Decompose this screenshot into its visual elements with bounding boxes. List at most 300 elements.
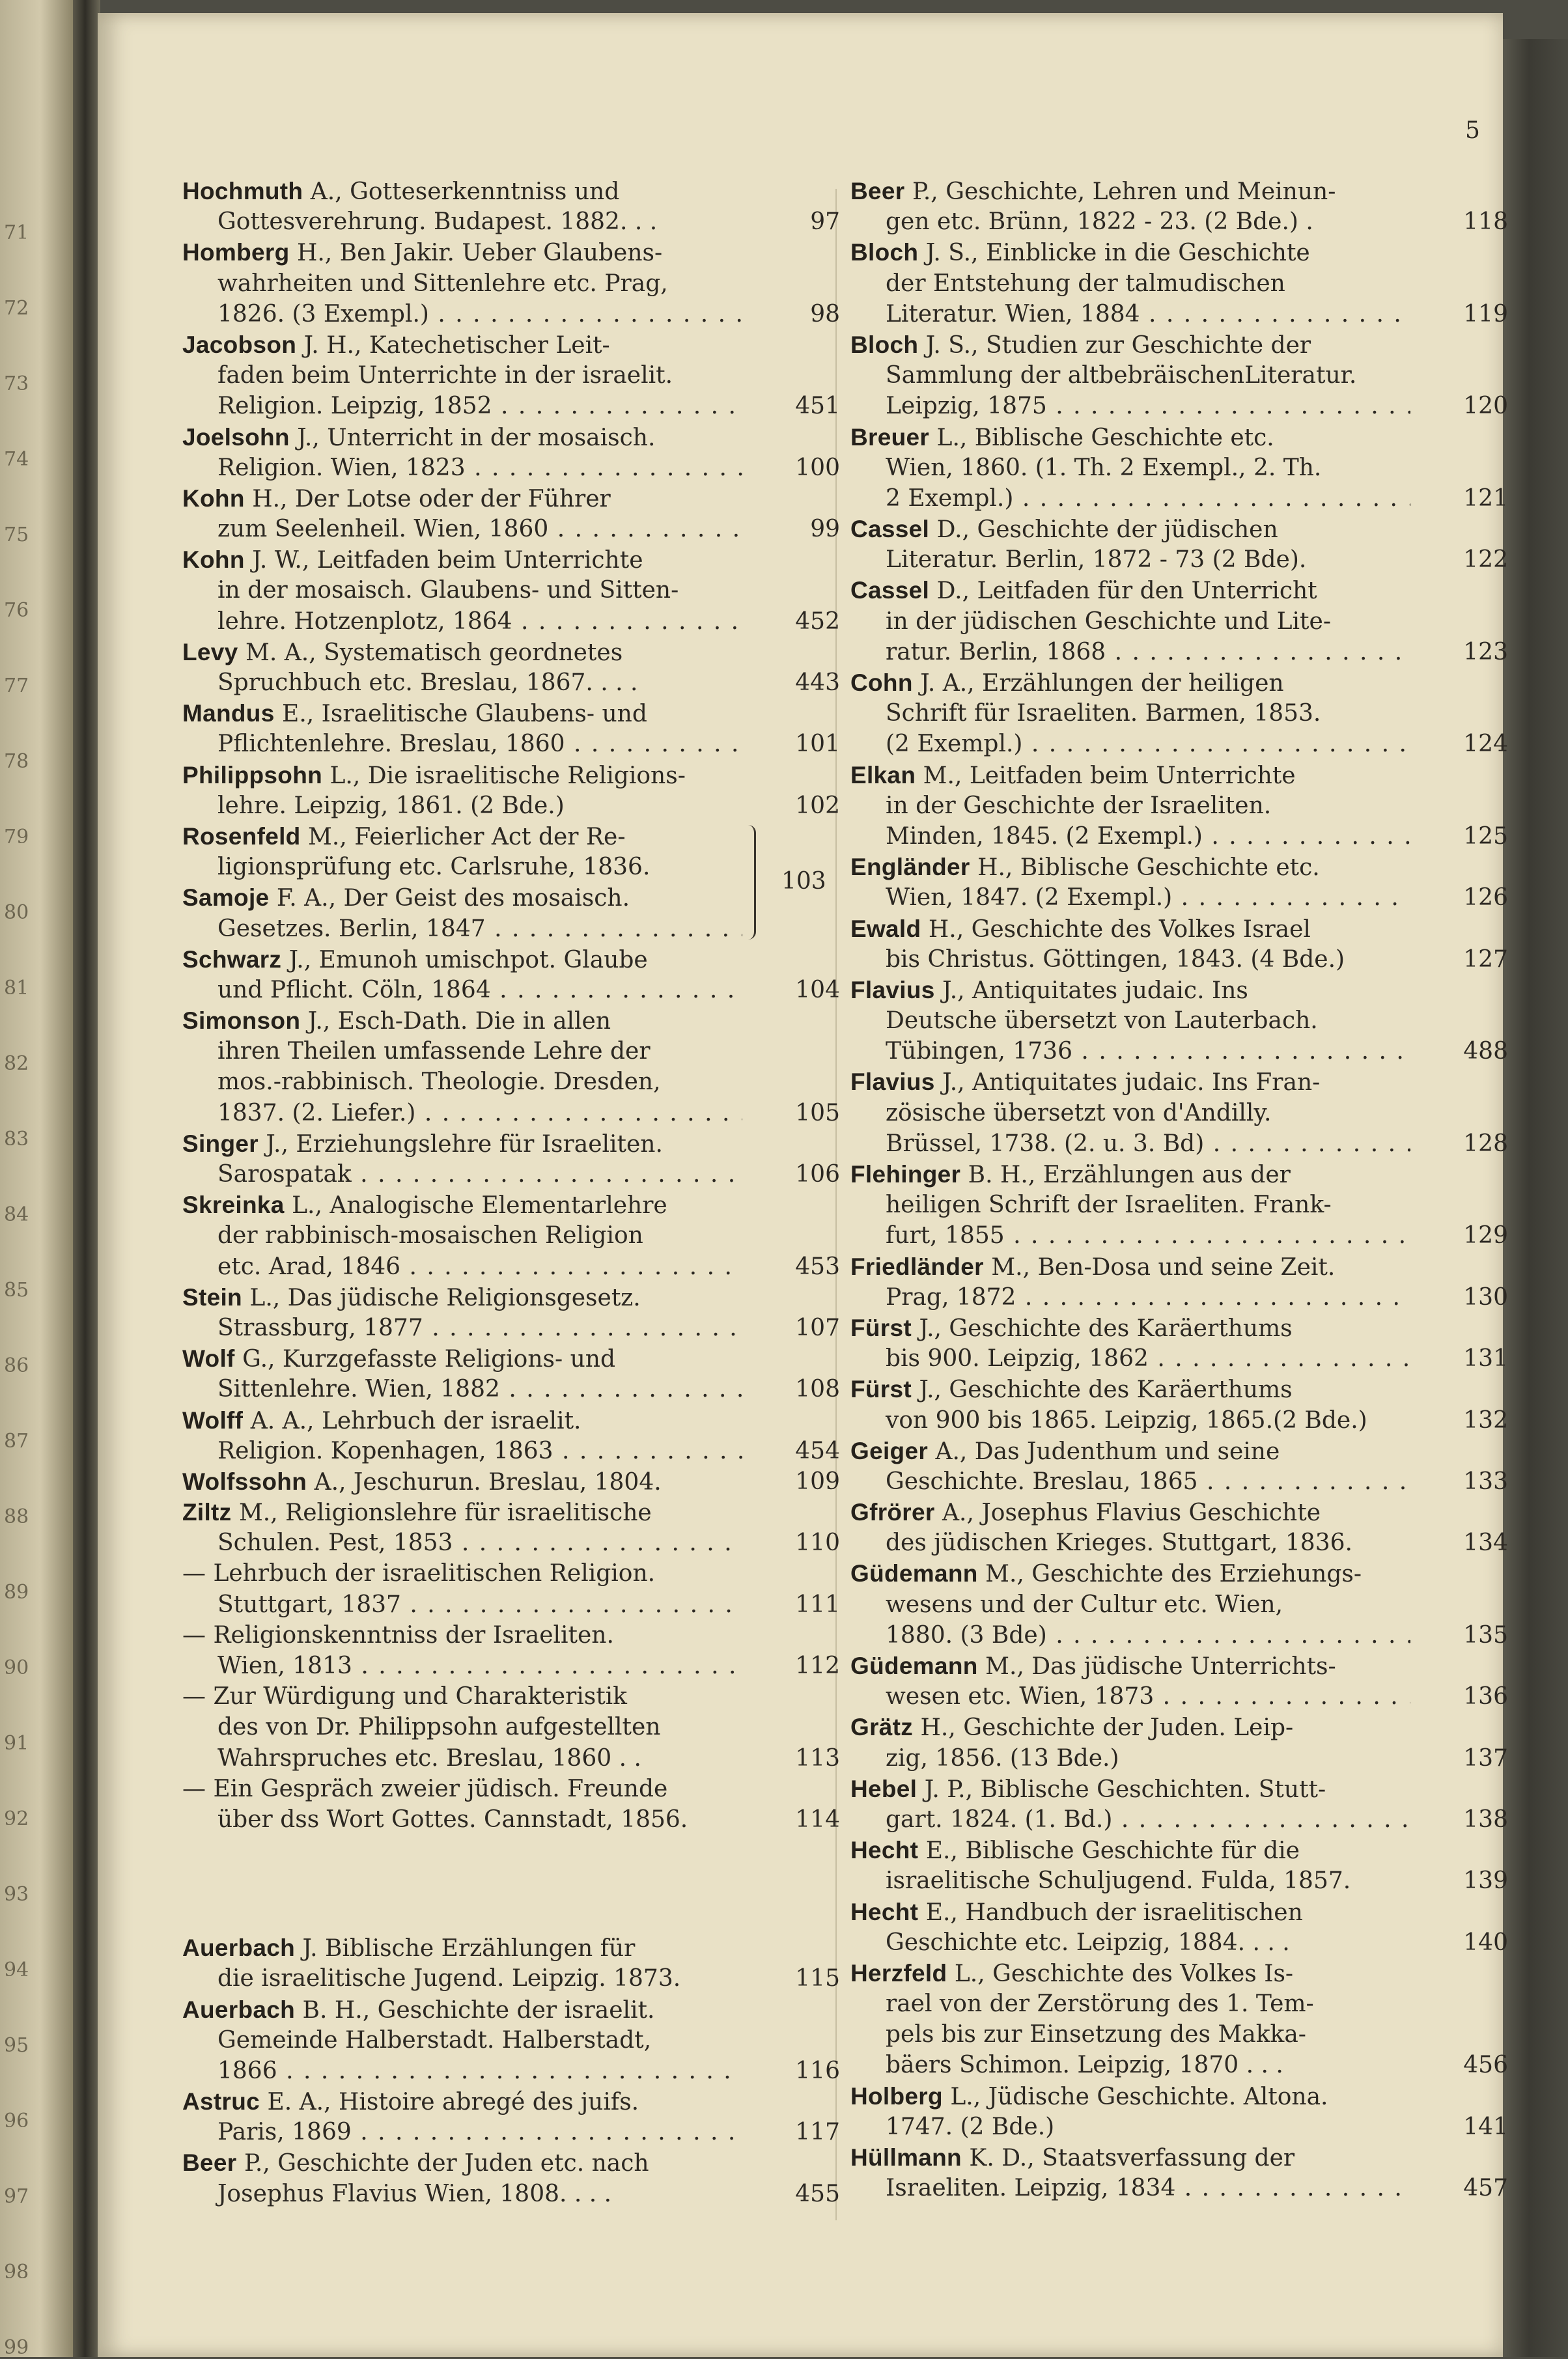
bibliography-entry — [850, 1897, 1508, 1958]
entry-line — [182, 1681, 755, 1712]
entry-line-text: J., Geschichte des Karäerthums — [919, 1315, 1293, 1342]
entry-line-text: wahrheiten und Sittenlehre etc. Prag, — [217, 270, 668, 297]
entry-line-text: Wien, 1847. (2 Exempl.) — [886, 884, 1173, 912]
entry-line-text: D., Leitfaden für den Unterricht — [936, 578, 1317, 605]
entry-line-text: A. A., Lehrbuch der israelit. — [250, 1407, 581, 1434]
entry-line — [182, 1067, 755, 1097]
bibliography-entry — [850, 1067, 1508, 1159]
author-name: Hochmuth — [182, 178, 303, 204]
entry-text — [182, 514, 742, 544]
entry-line — [182, 2086, 755, 2117]
entry-line — [182, 852, 755, 882]
entry-text — [850, 1865, 1410, 1896]
entry-line — [182, 1436, 840, 1466]
entry-line-text: Josephus Flavius Wien, 1808. . . . — [217, 2180, 612, 2207]
entry-line-text: M., Das jüdische Unterrichts- — [985, 1653, 1336, 1680]
section-gap — [182, 1835, 755, 1933]
entry-line — [850, 667, 1423, 698]
entry-line — [850, 544, 1508, 575]
author-name: Stein — [182, 1283, 242, 1311]
column-divider — [835, 189, 837, 2220]
bibliography-entry — [182, 882, 755, 943]
entry-text — [850, 2112, 1410, 2142]
entry-line — [850, 1958, 1423, 1989]
entry-text — [850, 1067, 1410, 1098]
entry-line-text: wesens und der Cultur etc. Wien, — [886, 1591, 1283, 1618]
entry-line-text: Religion. Kopenhagen, 1863 — [217, 1437, 553, 1464]
entry-line — [850, 1681, 1508, 1712]
entry-text — [182, 2117, 742, 2147]
catalog-number: 108 — [795, 1376, 840, 1403]
entry-line — [850, 299, 1508, 329]
entry-line — [182, 882, 755, 913]
catalog-number: 129 — [1463, 1222, 1508, 1249]
entry-text — [850, 1774, 1410, 1805]
entry-line-text: J., Erziehungslehre für Israeliten. — [266, 1130, 663, 1158]
bibliography-entry — [850, 975, 1508, 1067]
entry-line-text: Spruchbuch etc. Breslau, 1867. . . . — [217, 669, 638, 696]
author-name: Flavius — [850, 976, 935, 1003]
author-name: Elkan — [850, 761, 916, 789]
entry-text — [850, 237, 1410, 268]
bibliography-entry — [850, 1497, 1508, 1558]
entry-line — [182, 422, 755, 453]
entry-line-text: H., Der Lotse oder der Führer — [252, 485, 611, 512]
left-page-number: 87 — [4, 1430, 29, 1453]
entry-line — [850, 760, 1423, 790]
entry-line-text: H., Biblische Geschichte etc. — [977, 854, 1320, 882]
left-page-number: 92 — [4, 1808, 29, 1830]
entry-line — [850, 1528, 1508, 1558]
bibliography-entry — [850, 1835, 1508, 1896]
left-page-number: 84 — [4, 1203, 29, 1226]
catalog-number: 99 — [810, 516, 840, 543]
author-name: Gfrörer — [850, 1499, 935, 1526]
entry-text — [850, 1128, 1410, 1159]
entry-line-text: bis 900. Leipzig, 1862 — [886, 1345, 1149, 1373]
entry-line-text: A., Das Judenthum und seine — [935, 1438, 1280, 1465]
entry-line — [850, 1436, 1423, 1466]
entry-text — [182, 1313, 742, 1343]
entry-text — [182, 1681, 742, 1712]
entry-line-text: Leipzig, 1875 — [886, 393, 1047, 420]
entry-text — [182, 1036, 742, 1067]
entry-line-text: in der jüdischen Geschichte und Lite- — [886, 607, 1331, 635]
entry-line-text: L., Die israelitische Religions- — [329, 762, 686, 789]
author-name: Mandus — [182, 700, 275, 727]
entry-line — [850, 1251, 1423, 1282]
left-page-number: 94 — [4, 1959, 29, 1981]
entry-text — [182, 575, 742, 606]
bibliography-entry — [850, 1651, 1508, 1712]
entry-line-text: 1880. (3 Bde) — [886, 1621, 1047, 1649]
bibliography-entry — [850, 1558, 1508, 1651]
author-name: Cassel — [850, 516, 930, 543]
entry-line — [850, 1804, 1508, 1835]
entry-line-text: M., Geschichte des Erziehungs- — [985, 1561, 1362, 1588]
entry-line — [182, 1313, 840, 1343]
entry-text — [182, 914, 742, 944]
catalog-number: 112 — [795, 1653, 840, 1679]
entry-line — [850, 944, 1508, 975]
entry-line — [850, 1282, 1508, 1313]
catalog-number: 117 — [795, 2119, 840, 2146]
entry-text — [182, 1994, 742, 2026]
entry-line — [850, 1620, 1508, 1651]
left-page-number: 93 — [4, 1883, 29, 1906]
entry-text — [182, 2179, 742, 2209]
entry-text — [850, 1681, 1410, 1712]
entry-line-text: J., Antiquitates judaic. Ins Fran- — [942, 1069, 1321, 1096]
author-name: Samoje — [182, 884, 270, 912]
entry-text — [850, 1190, 1410, 1220]
catalog-number: 121 — [1463, 484, 1508, 512]
entry-line-text: 1747. (2 Bde.) — [886, 2113, 1055, 2140]
entry-line — [850, 637, 1508, 667]
entry-text — [850, 206, 1410, 237]
entry-line — [182, 1159, 840, 1190]
catalog-number: 119 — [1463, 300, 1508, 328]
entry-text — [182, 329, 742, 361]
entry-line-text: B. H., Geschichte der israelit. — [302, 1996, 655, 2024]
author-name: Kohn — [182, 484, 245, 512]
entry-line — [850, 1774, 1423, 1804]
entry-text — [182, 1128, 742, 1160]
catalog-number: 443 — [795, 669, 840, 696]
bibliography-entry — [850, 1712, 1508, 1773]
author-name: Homberg — [182, 239, 290, 266]
entry-text — [850, 606, 1410, 637]
bibliography-entry — [182, 329, 840, 422]
entry-line-text: M., Ben-Dosa und seine Zeit. — [991, 1253, 1336, 1281]
entry-line — [182, 1005, 755, 1036]
entry-line — [182, 1620, 755, 1651]
brace-number: 103 — [781, 868, 826, 895]
entry-line-text: 2 Exempl.) — [886, 484, 1014, 512]
catalog-number: 133 — [1463, 1468, 1508, 1495]
entry-line — [182, 1994, 755, 2025]
entry-text — [850, 1036, 1410, 1067]
entry-line-text: etc. Arad, 1846 — [217, 1253, 401, 1280]
entry-line — [850, 1497, 1423, 1528]
entry-text — [850, 698, 1410, 729]
bibliography-entry — [182, 1774, 840, 1835]
entry-text — [182, 2056, 742, 2086]
entry-text — [850, 514, 1410, 545]
entry-text — [182, 2086, 742, 2117]
entry-text — [850, 1282, 1410, 1313]
entry-text — [850, 1835, 1410, 1866]
entry-line-text: Minden, 1845. (2 Exempl.) — [886, 822, 1203, 850]
entry-text — [182, 852, 742, 882]
entry-text — [182, 237, 742, 268]
entry-line-text: M., Leitfaden beim Unterrichte — [923, 762, 1296, 789]
entry-line-text: — Religionskenntniss der Israeliten. — [182, 1621, 614, 1649]
entry-text — [182, 1005, 742, 1037]
bibliography-entry — [182, 544, 840, 637]
entry-line-text: bäers Schimon. Leipzig, 1870 . . . — [886, 2052, 1283, 2079]
entry-line-text: J., Esch-Dath. Die in allen — [307, 1008, 611, 1035]
catalog-number: 101 — [795, 731, 840, 758]
entry-line — [182, 637, 755, 667]
entry-text — [182, 975, 742, 1005]
entry-text — [182, 944, 742, 975]
author-name: Philippsohn — [182, 761, 323, 789]
entry-line-text: Stuttgart, 1837 — [217, 1591, 401, 1618]
entry-line — [182, 2056, 840, 2086]
author-name: Güdemann — [850, 1560, 978, 1587]
entry-text — [182, 453, 742, 483]
author-name: Güdemann — [850, 1653, 978, 1679]
entry-line-text: L., Biblische Geschichte etc. — [936, 424, 1274, 451]
entry-line-text: K. D., Staatsverfassung der — [969, 2145, 1295, 2171]
catalog-number: 139 — [1463, 1867, 1508, 1895]
entry-line-text: M. A., Systematisch geordnetes — [245, 639, 623, 666]
book-gutter — [73, 0, 100, 2357]
bibliography-entry — [850, 760, 1508, 852]
author-name: Herzfeld — [850, 1959, 947, 1987]
entry-text — [182, 422, 742, 453]
entry-text — [850, 2142, 1410, 2173]
author-name: Schwarz — [182, 945, 282, 973]
author-name: Flehinger — [850, 1161, 961, 1188]
left-page-margin-numbers — [0, 0, 39, 2357]
entry-line — [850, 975, 1423, 1005]
bibliography-entry — [182, 1405, 840, 1466]
entry-line — [850, 176, 1423, 206]
entry-line — [182, 1190, 755, 1220]
bibliography-entry — [182, 760, 840, 821]
entry-line-text: faden beim Unterrichte in der israelit. — [217, 362, 673, 389]
author-name: Joelsohn — [182, 423, 290, 451]
entry-line — [850, 1374, 1423, 1404]
entry-line-text: Geschichte. Breslau, 1865 — [886, 1468, 1198, 1495]
entry-line-text: E. A., Histoire abregé des juifs. — [267, 2089, 639, 2116]
entry-line-text: J. P., Biblische Geschichten. Stutt- — [924, 1776, 1326, 1803]
entry-line — [850, 2112, 1508, 2142]
left-page-number: 79 — [4, 826, 29, 848]
entry-text — [850, 1220, 1410, 1251]
entry-text — [850, 1159, 1410, 1190]
entry-text — [850, 1466, 1410, 1497]
entry-text — [182, 483, 742, 514]
entry-text — [182, 698, 742, 729]
left-page-number: 78 — [4, 750, 29, 773]
catalog-number: 457 — [1463, 2175, 1508, 2202]
bibliography-entry — [182, 1497, 840, 1558]
entry-text — [182, 1558, 742, 1589]
entry-line — [850, 2019, 1423, 2050]
author-name: Engländer — [850, 854, 970, 881]
entry-line-text: rael von der Zerstörung des 1. Tem- — [886, 1990, 1314, 2018]
entry-line — [182, 206, 840, 237]
bibliography-entry — [850, 2142, 1508, 2203]
entry-text — [182, 1774, 742, 1804]
left-page-number: 81 — [4, 977, 29, 999]
entry-line — [182, 1933, 755, 1963]
entry-line-text: Literatur. Berlin, 1872 - 73 (2 Bde). — [886, 546, 1307, 574]
bibliography-entry — [182, 2086, 840, 2147]
catalog-number: 97 — [810, 208, 840, 236]
entry-text — [850, 1343, 1410, 1374]
left-page-number: 74 — [4, 448, 29, 471]
entry-line-text: J., Antiquitates judaic. Ins — [942, 977, 1248, 1004]
entry-line-text: — Lehrbuch der israelitischen Religion. — [182, 1560, 656, 1587]
catalog-number: 453 — [795, 1253, 840, 1280]
entry-line-text: Geschichte etc. Leipzig, 1884. . . . — [886, 1929, 1290, 1956]
entry-line-text: G., Kurzgefasste Religions- und — [242, 1346, 616, 1373]
catalog-number: 109 — [795, 1468, 840, 1495]
entry-line — [182, 698, 755, 729]
catalog-number: 126 — [1463, 884, 1508, 912]
brace — [748, 825, 756, 940]
entry-line — [182, 2179, 840, 2209]
catalog-number: 141 — [1463, 2113, 1508, 2140]
entry-text — [182, 1804, 742, 1835]
entry-text — [182, 1589, 742, 1620]
entry-line-text: Sammlung der altbebräischenLiteratur. — [886, 362, 1357, 389]
entry-line — [850, 1159, 1423, 1190]
entry-line — [182, 1220, 755, 1251]
entry-line-text: über dss Wort Gottes. Cannstadt, 1856. — [217, 1806, 688, 1833]
entry-line — [182, 1128, 755, 1159]
author-name: Fürst — [850, 1376, 912, 1403]
entry-line-text: Wien, 1860. (1. Th. 2 Exempl., 2. Th. — [886, 454, 1322, 481]
left-page-number: 99 — [4, 2336, 29, 2359]
entry-line — [850, 206, 1508, 237]
entry-line — [182, 575, 755, 606]
entry-line-text: und Pflicht. Cöln, 1864 — [217, 976, 491, 1003]
entry-text — [850, 1497, 1410, 1528]
entry-line — [850, 1343, 1508, 1374]
entry-line — [850, 514, 1423, 544]
author-name: Wolf — [182, 1345, 235, 1373]
entry-text — [182, 667, 742, 698]
entry-line — [850, 1005, 1423, 1036]
catalog-number: 115 — [795, 1965, 840, 1992]
entry-line — [850, 1036, 1508, 1067]
catalog-number: 102 — [795, 792, 840, 819]
catalog-number: 107 — [795, 1314, 840, 1341]
entry-line-text: Wien, 1813 — [217, 1653, 352, 1679]
entry-line — [182, 299, 840, 329]
entry-text — [182, 360, 742, 391]
bibliography-entry — [850, 575, 1508, 667]
right-page-edge — [1503, 39, 1568, 2357]
bibliography-entry — [850, 1251, 1508, 1313]
entry-line — [182, 360, 755, 391]
entry-line-text: Gesetzes. Berlin, 1847 — [217, 915, 486, 942]
author-name: Bloch — [850, 239, 919, 266]
entry-line-text: Gottesverehrung. Budapest. 1882. . . — [217, 208, 658, 236]
entry-line — [850, 1405, 1508, 1436]
entry-text — [850, 1589, 1410, 1620]
entry-text — [850, 1989, 1410, 2019]
bibliography-entry — [182, 1128, 840, 1190]
entry-text — [850, 637, 1410, 667]
entry-text — [850, 1651, 1410, 1682]
left-page-number: 96 — [4, 2110, 29, 2132]
entry-text — [182, 1190, 742, 1221]
catalog-number: 488 — [1463, 1038, 1508, 1065]
entry-text — [182, 299, 742, 329]
catalog-number: 134 — [1463, 1529, 1508, 1557]
entry-line — [182, 821, 755, 852]
entry-line-text: Brüssel, 1738. (2. u. 3. Bd) — [886, 1130, 1205, 1157]
entry-text — [850, 2173, 1410, 2203]
catalog-number: 100 — [795, 454, 840, 481]
entry-line — [850, 391, 1508, 421]
entry-line-text: des von Dr. Philippsohn aufgestellten — [217, 1714, 661, 1741]
entry-text — [182, 1220, 742, 1251]
entry-line — [850, 1589, 1423, 1620]
entry-text — [850, 1743, 1410, 1774]
entry-line — [182, 944, 755, 975]
entry-line — [850, 1190, 1423, 1220]
bibliography-entry — [182, 1933, 840, 1994]
entry-line — [850, 852, 1423, 882]
bibliography-entry — [850, 914, 1508, 975]
entry-line-text: A., Josephus Flavius Geschichte — [942, 1500, 1321, 1527]
entry-line-text: (2 Exempl.) — [886, 731, 1023, 758]
bibliography-entry — [850, 514, 1508, 575]
catalog-number: 138 — [1463, 1806, 1508, 1833]
entry-text — [850, 944, 1410, 975]
bibliography-entry — [850, 176, 1508, 237]
entry-line — [850, 360, 1423, 391]
entry-line — [182, 391, 840, 421]
left-page-number: 97 — [4, 2185, 29, 2208]
entry-line — [182, 1528, 840, 1558]
entry-text — [182, 1374, 742, 1404]
entry-line-text: E., Handbuch der israelitischen — [925, 1899, 1303, 1926]
entry-text — [850, 1098, 1410, 1128]
catalog-number: 118 — [1463, 208, 1508, 236]
bibliography-entry — [850, 2081, 1508, 2142]
entry-text — [850, 1405, 1410, 1436]
author-name: Beer — [182, 2149, 237, 2177]
entry-line — [850, 1067, 1423, 1097]
bibliography-entry — [850, 1774, 1508, 1835]
entry-line — [182, 514, 840, 544]
entry-line-text: die israelitische Jugend. Leipzig. 1873. — [217, 1965, 681, 1992]
entry-text — [182, 2147, 742, 2179]
bibliography-entry — [850, 1313, 1508, 1374]
entry-line — [182, 1374, 840, 1404]
catalog-number: 98 — [810, 300, 840, 328]
catalog-number: 113 — [795, 1744, 840, 1772]
author-name: Ewald — [850, 915, 921, 942]
bibliography-entry — [182, 1343, 840, 1404]
entry-line-text: Literatur. Wien, 1884 — [886, 300, 1140, 328]
entry-text — [182, 1497, 742, 1528]
entry-line — [182, 667, 840, 698]
entry-text — [850, 821, 1410, 852]
catalog-number: 451 — [795, 393, 840, 420]
entry-line — [182, 176, 755, 206]
entry-line — [850, 1220, 1508, 1251]
entry-text — [850, 268, 1410, 299]
entry-line-text: Sarospatak — [217, 1161, 352, 1188]
entry-line-text: in der mosaisch. Glaubens- und Sitten- — [217, 577, 679, 604]
catalog-number: 452 — [795, 607, 840, 635]
catalog-number: 454 — [795, 1437, 840, 1464]
entry-line-text: Sittenlehre. Wien, 1882 — [217, 1376, 500, 1403]
catalog-number: 140 — [1463, 1929, 1508, 1956]
entry-line-text: der rabbinisch-mosaischen Religion — [217, 1222, 643, 1249]
entry-line — [850, 1927, 1508, 1958]
entry-line — [850, 575, 1423, 606]
